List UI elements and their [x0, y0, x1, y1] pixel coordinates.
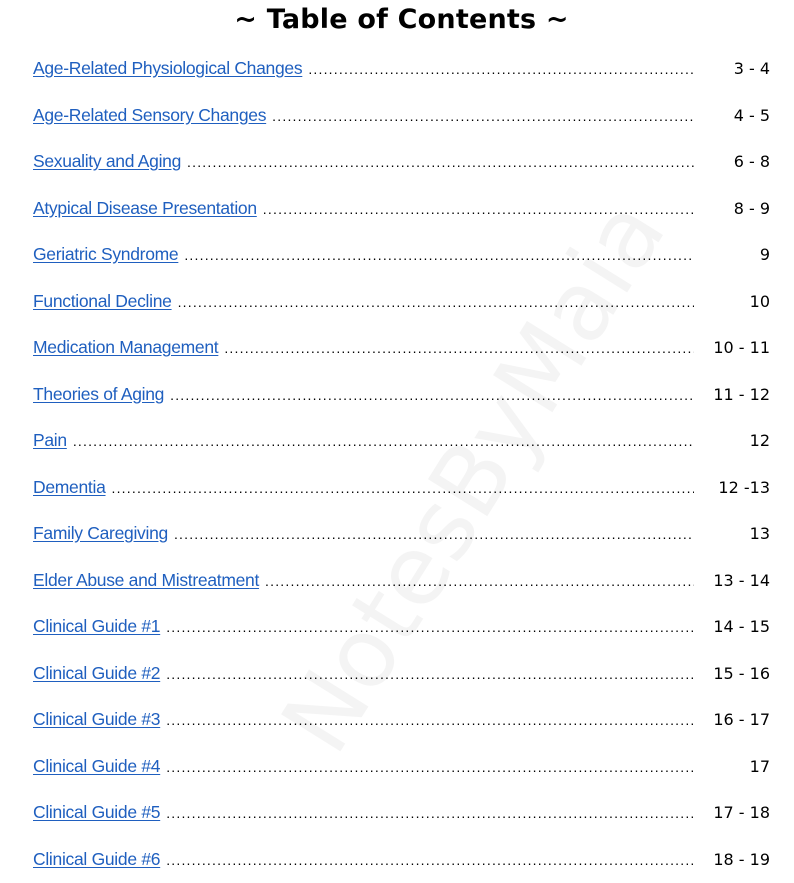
dot-leader: [166, 651, 694, 698]
toc-entry: [33, 45, 770, 92]
toc-link[interactable]: Clinical Guide #1: [33, 603, 160, 650]
toc-link[interactable]: Age-Related Sensory Changes: [33, 92, 266, 139]
page-range: 13 - 14: [700, 558, 770, 605]
toc-entry: [33, 185, 770, 232]
page-range: 10: [700, 279, 770, 326]
toc-link[interactable]: Age-Related Physiological Changes: [33, 45, 302, 92]
toc-entry: [33, 138, 770, 185]
dot-leader: [187, 139, 694, 186]
dot-leader: [166, 697, 694, 744]
page-range: 17 - 18: [700, 790, 770, 837]
page-range: 8 - 9: [700, 186, 770, 233]
page-range: 6 - 8: [700, 139, 770, 186]
dot-leader: [174, 511, 694, 558]
dot-leader: [166, 837, 694, 883]
toc-entry: [33, 510, 770, 557]
page-range: 14 - 15: [700, 604, 770, 651]
page-range: 10 - 11: [700, 325, 770, 372]
toc-entry: [33, 231, 770, 278]
toc-entry: [33, 371, 770, 418]
toc-entry: [33, 324, 770, 371]
dot-leader: [272, 93, 694, 140]
dot-leader: [263, 186, 694, 233]
toc-entry: [33, 417, 770, 464]
page-range: 17: [700, 744, 770, 791]
page-range: 3 - 4: [700, 46, 770, 93]
toc-link[interactable]: Dementia: [33, 464, 106, 511]
dot-leader: [166, 604, 694, 651]
toc-link[interactable]: Clinical Guide #4: [33, 743, 160, 790]
toc-link[interactable]: Pain: [33, 417, 67, 464]
toc-entry: [33, 836, 770, 883]
toc-list: [33, 45, 770, 882]
toc-entry: [33, 603, 770, 650]
toc-entry: [33, 278, 770, 325]
dot-leader: [73, 418, 694, 465]
toc-link[interactable]: Clinical Guide #5: [33, 789, 160, 836]
page-range: 13: [700, 511, 770, 558]
dot-leader: [112, 465, 695, 512]
toc-entry: [33, 557, 770, 604]
dot-leader: [224, 325, 694, 372]
page-range: 9: [700, 232, 770, 279]
page-title: ~ Table of Contents ~: [33, 0, 770, 38]
toc-link[interactable]: Medication Management: [33, 324, 218, 371]
toc-link[interactable]: Theories of Aging: [33, 371, 164, 418]
dot-leader: [166, 744, 694, 791]
page-range: 18 - 19: [700, 837, 770, 883]
toc-entry: [33, 464, 770, 511]
toc-entry: [33, 743, 770, 790]
page-range: 12 -13: [700, 465, 770, 512]
toc-link[interactable]: Functional Decline: [33, 278, 172, 325]
dot-leader: [184, 232, 694, 279]
dot-leader: [170, 372, 694, 419]
toc-link[interactable]: Clinical Guide #2: [33, 650, 160, 697]
toc-link[interactable]: Sexuality and Aging: [33, 138, 181, 185]
dot-leader: [265, 558, 694, 605]
page-range: 12: [700, 418, 770, 465]
toc-link[interactable]: Elder Abuse and Mistreatment: [33, 557, 259, 604]
toc-entry: [33, 696, 770, 743]
page-range: 16 - 17: [700, 697, 770, 744]
dot-leader: [166, 790, 694, 837]
dot-leader: [308, 46, 694, 93]
toc-link[interactable]: Clinical Guide #6: [33, 836, 160, 883]
toc-entry: [33, 92, 770, 139]
page-range: 15 - 16: [700, 651, 770, 698]
page-range: 4 - 5: [700, 93, 770, 140]
toc-entry: [33, 789, 770, 836]
toc-link[interactable]: Geriatric Syndrome: [33, 231, 178, 278]
toc-link[interactable]: Clinical Guide #3: [33, 696, 160, 743]
toc-link[interactable]: Family Caregiving: [33, 510, 168, 557]
toc-entry: [33, 650, 770, 697]
dot-leader: [178, 279, 694, 326]
page-range: 11 - 12: [700, 372, 770, 419]
toc-link[interactable]: Atypical Disease Presentation: [33, 185, 257, 232]
